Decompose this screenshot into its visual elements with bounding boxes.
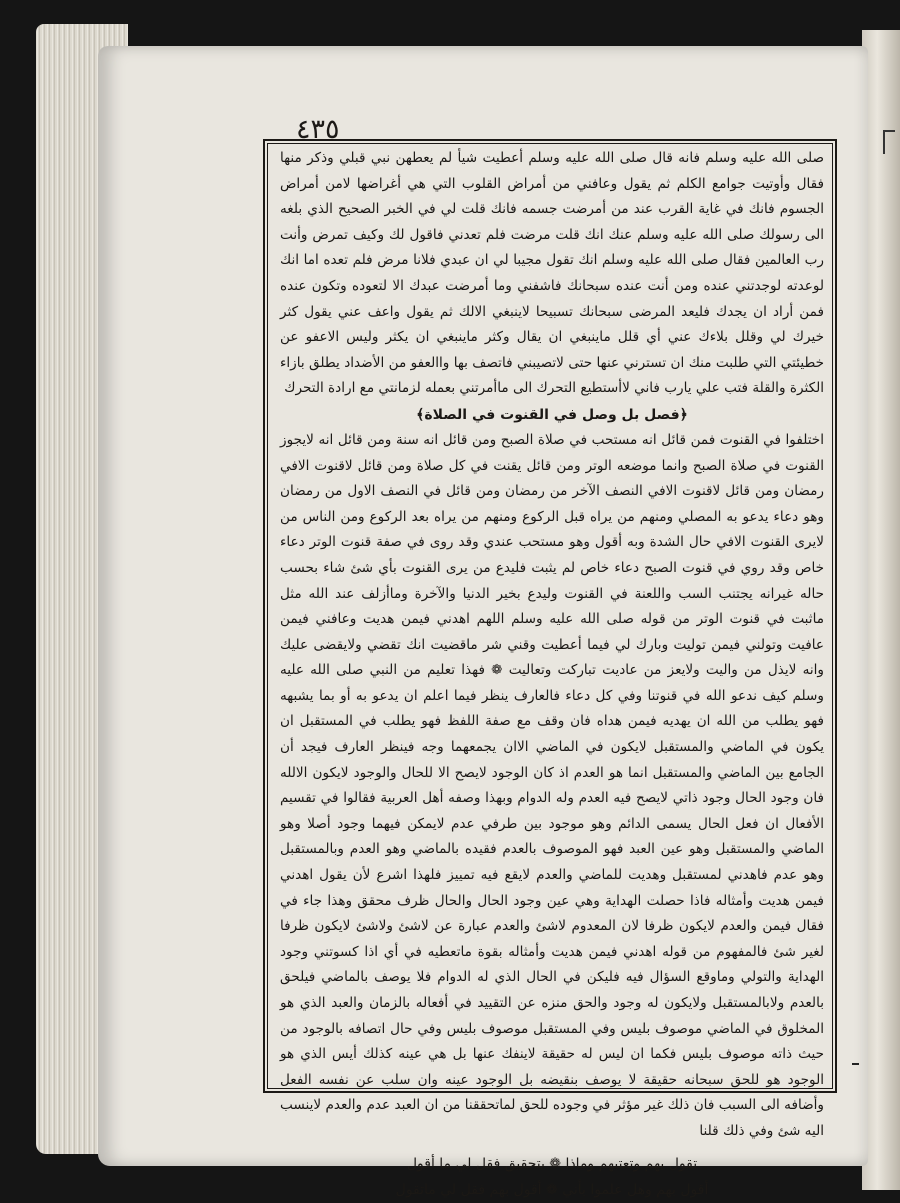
page-number: ٤٣٥ bbox=[296, 114, 340, 145]
section-heading: ﴿فصل بل وصل في القنوت في الصلاة﴾ bbox=[416, 406, 688, 423]
margin-mark bbox=[852, 1063, 859, 1065]
page-text-block bbox=[280, 146, 824, 1198]
poem bbox=[280, 1151, 824, 1203]
poem-line-1-text: تقول بهم وتعتبهم وماذا ❁ بتحقيق فقل لي ما أقول bbox=[406, 1155, 698, 1172]
poem-line-2 bbox=[280, 1177, 824, 1203]
poem-line-2-text: أقول بهم وهل علموا بأني ❁ أقول بهم فقل لي ماتقول bbox=[395, 1181, 709, 1198]
adjacent-page-mark bbox=[883, 130, 895, 154]
poem-line-1 bbox=[280, 1151, 824, 1177]
paragraph-prayer: صلى الله عليه وسلم فانه قال صلى الله عليه وسلم أعطيت شيأ لم يعطهن نبي قبلي وذكر منها فقال وأوتيت جوامع الكلم ثم يقول وعافني من أمراض القلوب التي هي أغراضها لامن أمراض الجسوم فانك في غاية القرب عند من أمرضت جسمه فانك قلت لي في الخبر الصحيح الذي بلغه الى رسولك صلى الله عليه وسلم عنك انك قلت مرضت فلم تعدني فاقول لك وكيف تمرض وأنت رب العالمين فقال صلى الله عليه وسلم انك تقول مجيبا لي ان عبدي فلانا مرض فلم تعده اما انك لوعدته لوجدتني عنده ومن أنت عنده سبحانك فاشفني وما أمرضت عبدك الا لتعوده وتكون عنده فمن أراد ان يجدك فليعد المرضى سبحانك تسبيحا لاينبغي الالك ثم يقول واعف عني يقول كثر خيرك لي وقلل بلاءك عني أي قلل ماينبغي ان يقال وكثر ماينبغي ان يكثر وليس الاعفو عن خطيئتي التي طلبت منك ان تسترني عنها حتى لاتصيبني فاتصف بها واالعفو من الأضداد يطلق بازاء الكثرة والقلة فتب علي يارب فاني لاأستطيع التحرك الى ماأمرتني بعمله لزمانتي مع ارادة التحرك bbox=[280, 150, 824, 397]
paragraph-qunut: اختلفوا في القنوت فمن قائل انه مستحب في صلاة الصبح ومن قائل انه سنة ومن قائل انه لايجوز القنوت في صلاة الصبح وانما موضعه الوتر ومن قائل يقنت في كل صلاة ومن قائل لاقنوت الافي رمضان ومن قائل لاقنوت الافي النصف الآخر من رمضان ومن قائل في النصف الاول من رمضان وهو دعاء يدعو به المصلي ومنهم من يراه قبل الركوع ومنهم من يراه بعد الركوع ومن الناس من لايرى القنوت الافي حال الشدة وبه أقول وهو مستحب عندي وقد روى في صفة قنوت الوتر دعاء خاص وقد روي في قنوت الصبح دعاء خاص لم يثبت فليدع من يرى القنوت بأي شئ شاء بحسب حاله غيرانه يجتنب السب واللعنة في القنوت وليدع بخير الدنيا والآخرة وماأزلف عند الله مثل ماثبت في قنوت الوتر من قوله صلى الله عليه وسلم اللهم اهدني فيمن هديت وعافني فيمن عافيت وتولني فيمن توليت وبارك لي فيما أعطيت وقني شر ماقضيت انك تقضي ولايقضى عليك وانه لايذل من واليت ولايعز من عاديت تباركت وتعاليت ❁ فهذا تعليم من النبي صلى الله عليه وسلم كيف ندعو الله في قنوتنا وفي كل دعاء فالعارف ينظر فيما اعلم ان يدعو به أو بما يشبهه فهو يطلب من الله ان يهديه فيمن هداه فان وقف مع صفة اللفظ فهو يطلب في المستقبل ان يكون في الماضي والمستقبل لايكون في الماضي الاان يجمعهما وجه فينظر العارف فيجد أن الجامع بين الماضي والمستقبل انما هو العدم اذ كان الوجود لايصح الا للحال والوجود لايكون الالله فان وجود الحال وجود ذاتي لايصح فيه العدم وله الدوام وبهذا وصفه أهل العربية فقالوا في تقسيم الأفعال ان فعل الحال يسمى الدائم وهو موجود بين طرفي عدم لايمكن فيهما وجود أصلا وهو الماضي والمستقبل وهو عين العبد فهو الموصوف بالعدم فقيده بالماضي وهو العدم وبالمستقبل وهو عدم فاهدني لمستقبل وهديت للماضي والعدم لايقع فيه تمييز فلهذا اشرع لأن يقول اهدني فيمن هديت وأمثاله فاذا حصلت الهداية وهي عين وجود الحال والحال ظرف محقق وهذا جاء في فقال فيمن والعدم لايكون ظرفا لان المعدوم لاشئ والعدم عبارة عن لاشئ ولاشئ لايكون ظرفا لغير شئ فالمفهوم من قوله اهدني فيمن هديت وأمثاله بقوة ماتعطيه في أي اذا كسوتني وجود الهداية والتولي وماوقع السؤال فيه فليكن في الحال الذي له الدوام فلا يوصف بالماضي فيلحق بالعدم ولابالمستقبل ولايكون له وجود والحق منزه عن التقييد في أفعاله بالزمان والعبد الذي هو المخلوق في الماضي موصوف بليس وفي المستقبل موصوف بليس وفي حال اتصافه بالوجود من حيث ذاته موصوف بليس فكما ان ليس له حقيقة لاينفك عنها بل هي عينه كذلك أيس الذي هو الوجود هو للحق سبحانه حقيقة لا يوصف بنقيضه بل الوجود عينه وان سلب عن نفسه الفعل وأضافه الى السبب فان ذلك غير مؤثر في وجوده للحق لماتحققنا من ان العبد عدم والعدم لاينسب اليه شئ وفي ذلك قلنا bbox=[280, 431, 824, 1139]
